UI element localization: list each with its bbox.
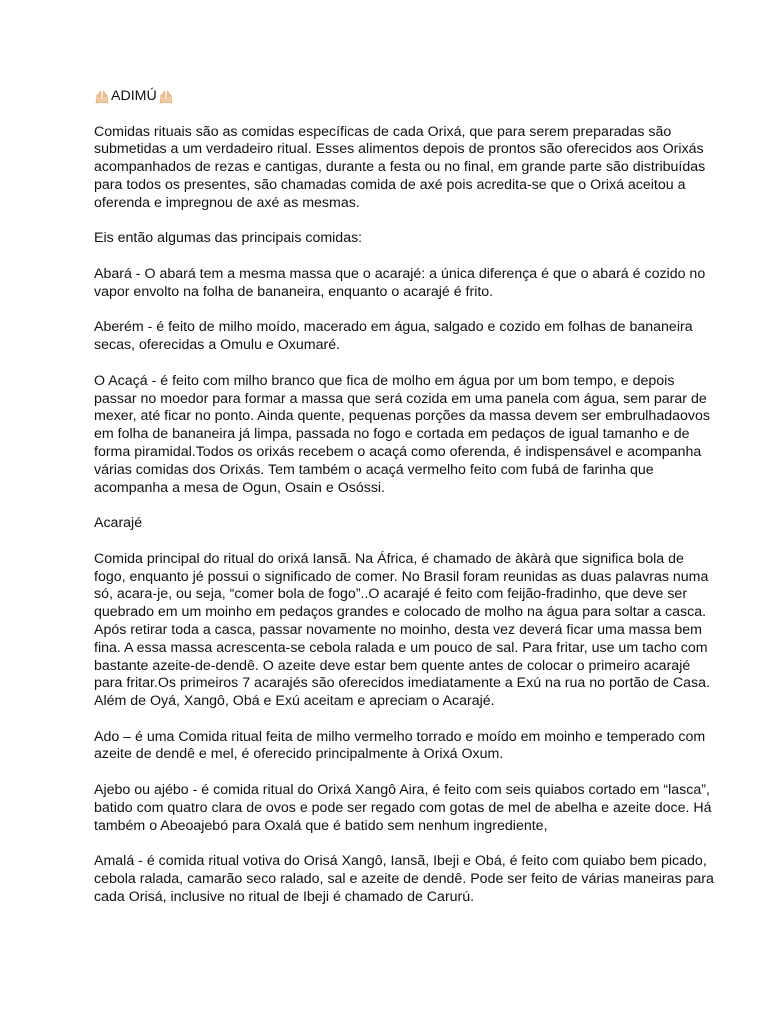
paragraph-ajebo: Ajebo ou ajébo - é comida ritual do Orixá Xangô Aira, é feito com seis quiabos cortado em “lasca”, batido com quatro clara de ovos e pode ser regado com gotas de mel de abelha e azeite doce. Há também o Abeoajebó para Oxalá que é batido sem nenhum ingrediente,: [94, 782, 712, 834]
paragraph-acaraje: Comida principal do ritual do orixá Iansã. Na África, é chamado de àkàrà que significa bola de fogo, enquanto jé possui o significado de comer. No Brasil foram reunidas as duas palavras numa só, acara-je, ou seja, “comer bola de fogo”..O acarajé é feito com feijão-fradinho, que deve ser quebrado em um moinho em pedaços grandes e colocado de molho na água para soltar a casca. Após retirar toda a casca, passar novamente no moinho, desta vez deverá ficar uma massa bem fina. A essa massa acrescenta-se cebola ralada e um pouco de sal. Para fritar, use um tacho com bastante azeite-de-dendê. O azeite deve estar bem quente antes de colocar o primeiro acarajé para fritar.Os primeiros 7 acarajés são oferecidos imediatamente a Exú na rua no portão de Casa. Além de Oyá, Xangô, Obá e Exú aceitam e apreciam o Acarajé.: [94, 550, 710, 710]
document-page: [94, 88, 714, 924]
paragraph-ado: Ado – é uma Comida ritual feita de milho vermelho torrado e moído em moinho e temperado com azeite de dendê e mel, é oferecido principalmente à Orixá Oxum.: [94, 728, 706, 763]
paragraph-amala: Amalá - é comida ritual votiva do Orisá Xangô, Iansã, Ibeji e Obá, é feito com quiabo bem picado, cebola ralada, camarão seco ralado, sal e azeite de dendê. Pode ser feito de várias maneiras para cada Orisá, inclusive no ritual de Ibeji é chamado de Carurú.: [94, 853, 714, 905]
raised-hands-icon: [94, 89, 110, 105]
raised-hands-icon: [158, 89, 174, 105]
document-title: [94, 88, 714, 106]
paragraph-abara: Abará - O abará tem a mesma massa que o acarajé: a única diferença é que o abará é cozido no vapor envolto na folha de bananeira, enquanto o acarajé é frito.: [94, 265, 706, 300]
paragraph-acaca: O Acaçá - é feito com milho branco que fica de molho em água por um bom tempo, e depois passar no moedor para formar a massa que será cozida em uma panela com água, sem parar de mexer, até ficar no ponto. Ainda quente, pequenas porções da massa devem ser embrulhadaovos em folha de bananeira já limpa, passada no fogo e cortada em pedaços de igual tamanho e de forma piramidal.Todos os orixás recebem o acaçá como oferenda, é indispensável e acompanha várias comidas dos Orixás. Tem também o acaçá vermelho feito com fubá de farinha que acompanha a mesa de Ogun, Osain e Osóssi.: [94, 372, 710, 496]
paragraph-aberem: Aberém - é feito de milho moído, macerado em água, salgado e cozido em folhas de bananeira secas, oferecidas a Omulu e Oxumaré.: [94, 319, 693, 354]
paragraph-intro: Comidas rituais são as comidas específicas de cada Orixá, que para serem preparadas são submetidas a um verdadeiro ritual. Esses alimentos depois de prontos são oferecidos aos Orixás acompanhados de rezas e cantigas, durante a festa ou no final, em grande parte são distribuídas para todos os presentes, são chamadas comida de axé pois acredita-se que o Orixá aceitou a oferenda e impregnou de axé as mesmas.: [94, 123, 706, 211]
paragraph-lead-in: Eis então algumas das principais comidas:: [94, 230, 363, 247]
title-text: ADIMÚ: [111, 88, 157, 104]
section-heading-acaraje: Acarajé: [94, 515, 143, 532]
